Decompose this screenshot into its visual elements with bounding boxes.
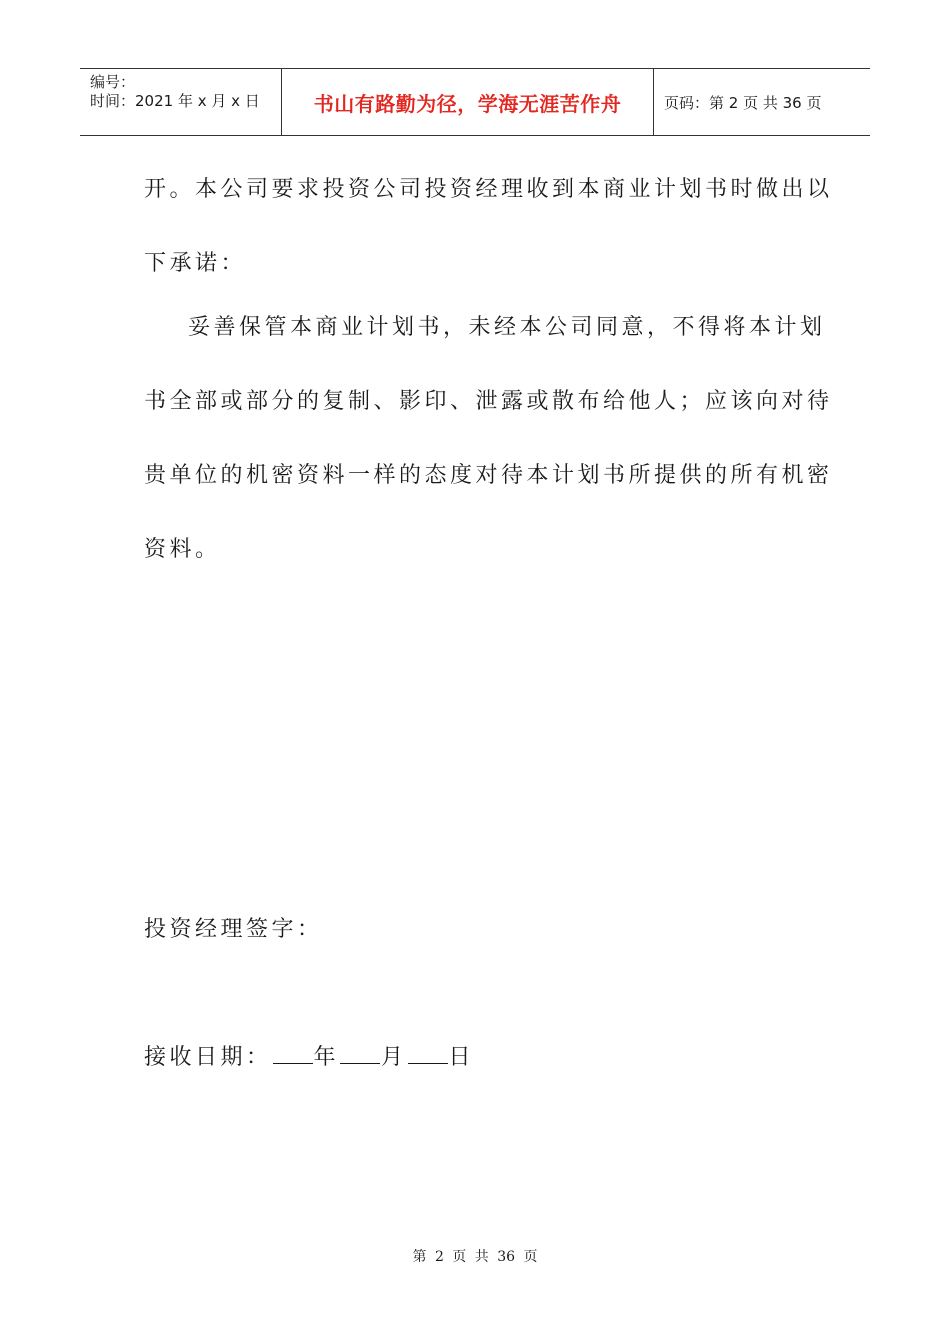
header-motto: 书山有路勤为径，学海无涯苦作舟 xyxy=(313,91,622,116)
page-header xyxy=(80,68,870,136)
paragraph-line: 书全部或部分的复制、影印、泄露或散布给他人；应该向对待 xyxy=(144,389,833,414)
document-date: 时间：2021 年 x 月 x 日 xyxy=(90,92,260,110)
paragraph-line: 开。本公司要求投资公司投资经理收到本商业计划书时做出以 xyxy=(144,177,833,202)
header-meta-cell xyxy=(80,69,282,135)
day-label: 日 xyxy=(448,1045,475,1070)
paragraph-line: 妥善保管本商业计划书，未经本公司同意，不得将本计划 xyxy=(188,315,826,340)
header-page-cell xyxy=(654,69,870,135)
receive-date-line xyxy=(144,1040,800,1071)
month-label: 月 xyxy=(381,1045,407,1070)
page-footer: 第 2 页 共 36 页 xyxy=(412,1249,538,1265)
receive-date-label: 接收日期： xyxy=(144,1045,272,1070)
paragraph-line: 下承诺： xyxy=(144,251,247,276)
paragraph-line: 贵单位的机密资料一样的态度对待本计划书所提供的所有机密 xyxy=(144,463,833,488)
month-blank[interactable] xyxy=(340,1041,380,1064)
document-number-label: 编号： xyxy=(90,73,136,91)
day-blank[interactable] xyxy=(408,1041,448,1064)
header-motto-cell xyxy=(282,69,654,135)
year-blank[interactable] xyxy=(273,1041,313,1064)
header-page-info: 页码：第 2 页 共 36 页 xyxy=(664,93,822,112)
year-label: 年 xyxy=(313,1045,340,1070)
signature-label: 投资经理签字： xyxy=(144,917,323,942)
paragraph-line: 资料。 xyxy=(144,537,221,562)
